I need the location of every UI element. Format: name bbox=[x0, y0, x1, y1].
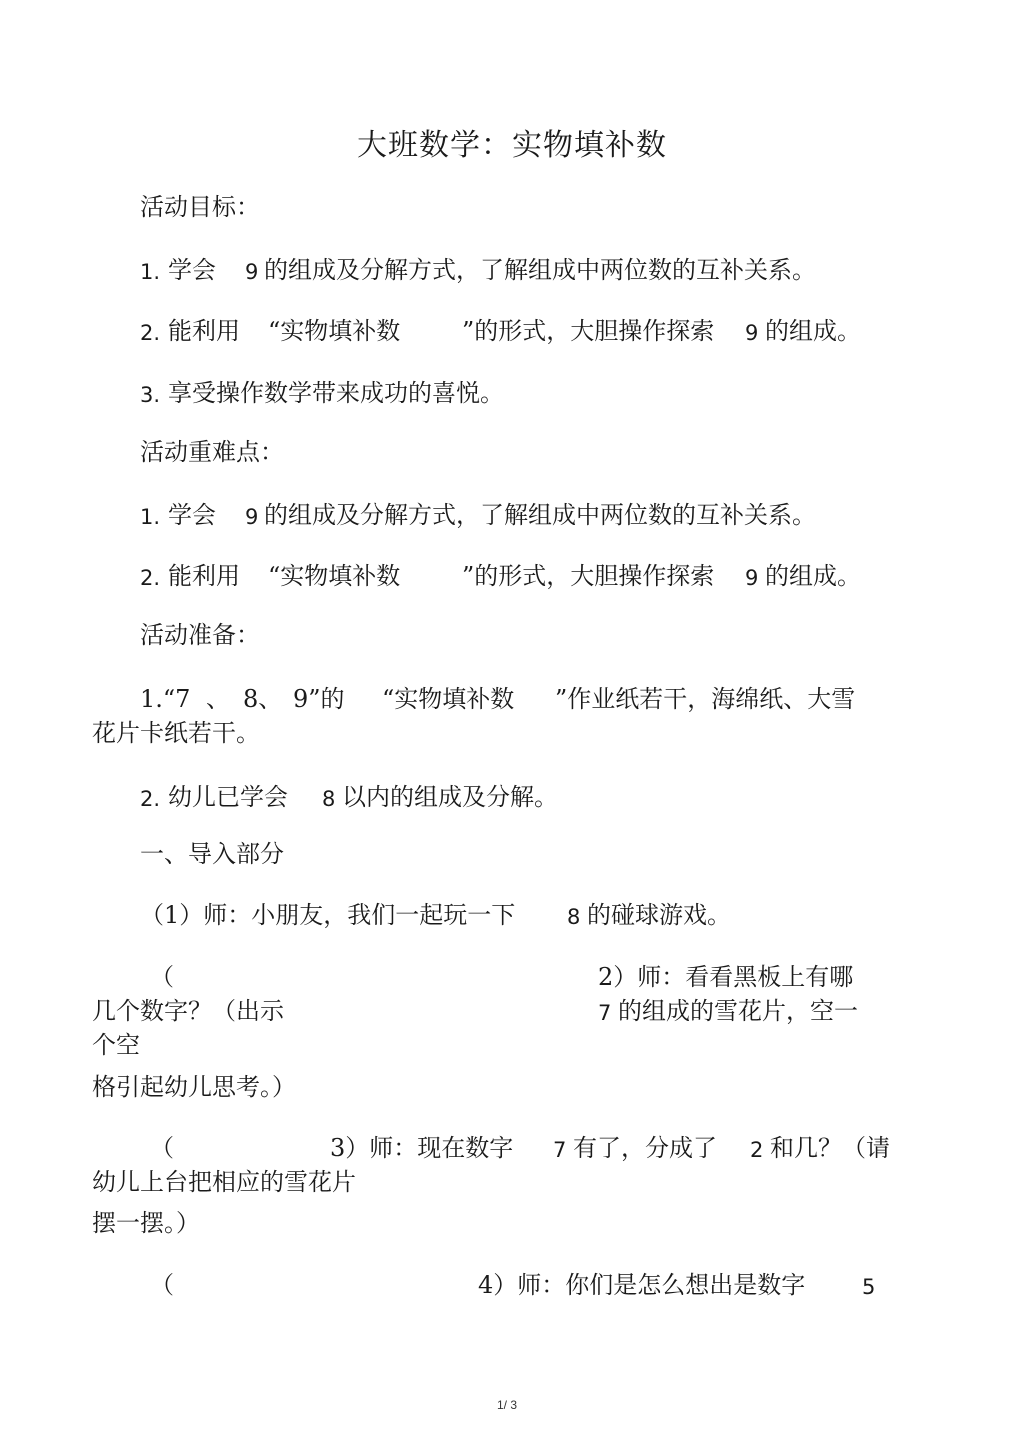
step-1-text-a: （1）师：小朋友，我们一起玩一下 bbox=[140, 901, 516, 929]
prep-2-number-8: 8 bbox=[322, 787, 336, 811]
goal-2-number-9: 9 bbox=[745, 321, 759, 345]
goal-2-text-c: ”的形式，大胆操作探索 bbox=[462, 317, 715, 345]
step-2-text-d: 的组成的雪花片，空一 bbox=[618, 997, 858, 1025]
step-2-number-7: 7 bbox=[598, 1001, 612, 1025]
step-1-number-8: 8 bbox=[567, 905, 581, 929]
step-3-text-c: 有了，分成了 bbox=[573, 1134, 717, 1162]
goal-1-number: 1. bbox=[140, 260, 161, 284]
key-2-text-e: 的组成。 bbox=[765, 562, 861, 590]
step-2-text-e: 个空 bbox=[92, 1031, 140, 1059]
prep-2-text-a: 幼儿已学会 bbox=[168, 783, 288, 811]
step-3-number-2: 2 bbox=[750, 1138, 764, 1162]
key-2-text-b: “实物填补数 bbox=[268, 562, 401, 590]
step-2-text-a: 2）师：看看黑板上有哪 bbox=[598, 963, 854, 991]
goal-3-number: 3. bbox=[140, 383, 161, 407]
page-title: 大班数学：实物填补数 bbox=[357, 128, 667, 163]
goal-2-text-e: 的组成。 bbox=[765, 317, 861, 345]
key-2-text-c: ”的形式，大胆操作探索 bbox=[462, 562, 715, 590]
key-points-heading: 活动重难点： bbox=[140, 438, 284, 466]
step-3-text-a: 3）师：现在数字 bbox=[330, 1134, 514, 1162]
prep-1-text-b: 、 bbox=[206, 685, 230, 713]
preparation-heading: 活动准备： bbox=[140, 621, 260, 649]
goal-3-text: 享受操作数学带来成功的喜悦。 bbox=[168, 379, 504, 407]
step-2-text-b: 几个数字？（出示 bbox=[92, 997, 284, 1025]
step-3-text-f: 幼儿上台把相应的雪花片 bbox=[92, 1168, 356, 1196]
step-2-open-paren: （ bbox=[150, 963, 174, 991]
goal-2-text-a: 能利用 bbox=[168, 317, 240, 345]
step-3-open-paren: （ bbox=[150, 1134, 174, 1162]
goal-1-text-a: 学会 bbox=[168, 256, 216, 284]
prep-1-text-a: 1.“7 bbox=[140, 685, 191, 713]
step-2-text-f: 格引起幼儿思考。） bbox=[92, 1073, 296, 1101]
part-one-heading: 一、导入部分 bbox=[140, 840, 284, 868]
key-1-number-9: 9 bbox=[245, 505, 259, 529]
step-4-text-a: 4）师：你们是怎么想出是数字 bbox=[478, 1271, 806, 1299]
prep-1-text-f: ”作业纸若干，海绵纸、大雪 bbox=[555, 685, 856, 713]
prep-2-text-c: 以内的组成及分解。 bbox=[342, 783, 558, 811]
goal-1-text-c: 的组成及分解方式，了解组成中两位数的互补关系。 bbox=[264, 256, 816, 284]
prep-1-text-c: 8、 bbox=[243, 685, 283, 713]
prep-1-text-d: 9”的 bbox=[293, 685, 345, 713]
key-1-number: 1. bbox=[140, 505, 161, 529]
key-1-text-c: 的组成及分解方式，了解组成中两位数的互补关系。 bbox=[264, 501, 816, 529]
prep-1-text-g: 花片卡纸若干。 bbox=[92, 719, 260, 747]
key-2-number-9: 9 bbox=[745, 566, 759, 590]
goal-2-number: 2. bbox=[140, 321, 161, 345]
step-1-text-c: 的碰球游戏。 bbox=[587, 901, 731, 929]
key-2-text-a: 能利用 bbox=[168, 562, 240, 590]
goal-1-number-9: 9 bbox=[245, 260, 259, 284]
page-number: 1/ 3 bbox=[497, 1398, 518, 1412]
goals-heading: 活动目标： bbox=[140, 193, 260, 221]
step-4-open-paren: （ bbox=[150, 1271, 174, 1299]
step-3-text-e: 和几？（请 bbox=[770, 1134, 890, 1162]
key-1-text-a: 学会 bbox=[168, 501, 216, 529]
goal-2-text-b: “实物填补数 bbox=[268, 317, 401, 345]
prep-1-text-e: “实物填补数 bbox=[382, 685, 515, 713]
key-2-number: 2. bbox=[140, 566, 161, 590]
step-3-text-g: 摆一摆。） bbox=[92, 1209, 200, 1237]
prep-2-number: 2. bbox=[140, 787, 161, 811]
step-3-number-7: 7 bbox=[553, 1138, 567, 1162]
step-4-number-5: 5 bbox=[862, 1275, 876, 1299]
